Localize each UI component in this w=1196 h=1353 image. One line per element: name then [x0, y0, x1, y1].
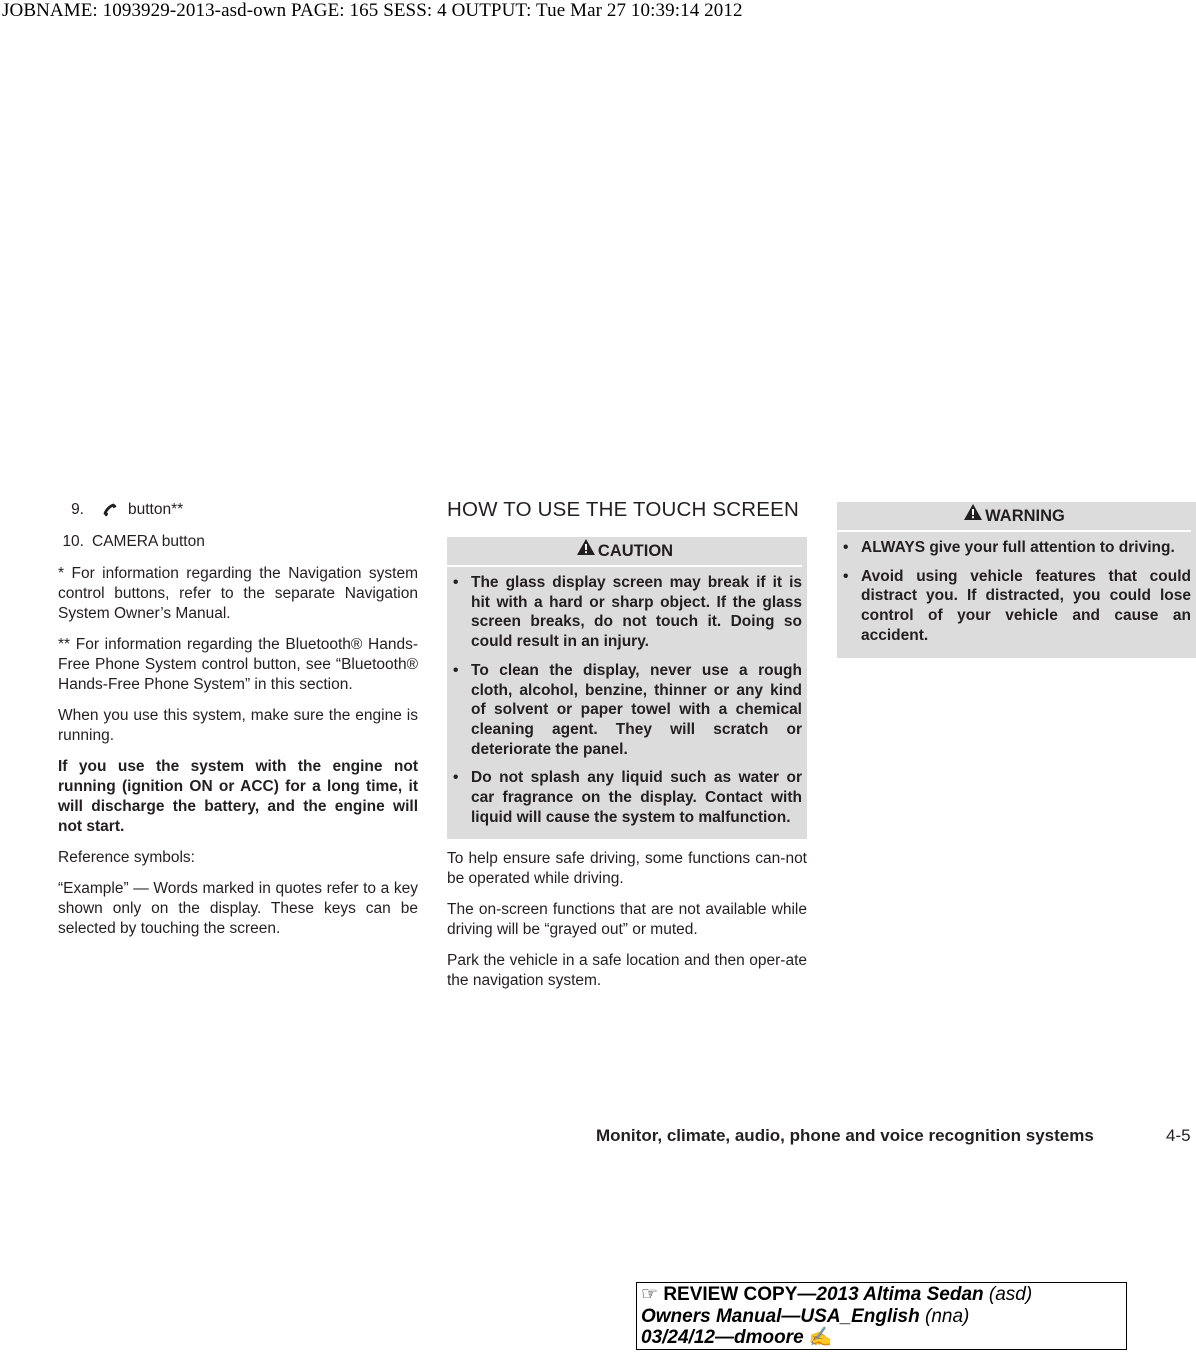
job-header-line: JOBNAME: 1093929-2013-asd-own PAGE: 165 SESS: 4 OUTPUT: Tue Mar 27 10:39:14 2012 [2, 0, 743, 21]
warning-title: WARNING [985, 507, 1065, 525]
footer-page-number: 4-5 [1166, 1126, 1191, 1145]
caution-box [447, 537, 807, 839]
warning-item-text: Avoid using vehicle features that could distract you. If distracted, you could lose control of your vehicle and cause an accident. [861, 567, 1191, 644]
caution-item-text: Do not splash any liquid such as water or car fragrance on the display. Contact with liquid will cause the system to malfunction. [471, 769, 802, 826]
review-copy-box [636, 1282, 1127, 1350]
pointing-hand-icon: ☞ [641, 1284, 659, 1305]
warning-list [837, 532, 1191, 646]
list-item: • Avoid using vehicle features that could distract you. If distracted, you could lose control of your vehicle and cause an accident. [843, 567, 1191, 644]
review-line-1 [641, 1284, 1122, 1306]
paragraph-park-vehicle: Park the vehicle in a safe location and then oper-ate the navigation system. [447, 952, 807, 990]
column-middle [447, 498, 807, 1002]
paragraph-battery-warning: If you use the system with the engine not running (ignition ON or ACC) for a long time, it will discharge the battery, and the engine will not start. [58, 758, 418, 835]
item-number: 9. [71, 501, 84, 518]
item-text: button** [128, 501, 184, 518]
caution-item-text: The glass display screen may break if it is hit with a hard or sharp object. If the glass screen breaks, do not touch it. Doing so could result in an injury. [471, 574, 802, 651]
footer-section-title: Monitor, climate, audio, phone and voice recognition systems [596, 1126, 1094, 1145]
writing-hand-icon: ✍ [808, 1327, 833, 1348]
caution-item-text: To clean the display, never use a rough cloth, alcohol, benzine, thinner or any kind of solvent or paper towel with a chemical cleaning agent. They will scratch or deteriorate the panel. [471, 661, 802, 758]
review-line-2 [641, 1306, 1122, 1328]
review-manual: Owners Manual—USA_English [641, 1305, 920, 1327]
footnote-bluetooth: ** For information regarding the Bluetooth® Hands-Free Phone System control button, see “Bluetooth® Hands-Free Phone System” in this section. [58, 636, 418, 693]
item-number: 10. [62, 533, 84, 550]
list-item-10 [58, 532, 418, 552]
review-date-author: 03/24/12—dmoore [641, 1327, 804, 1348]
column-left [58, 500, 418, 950]
footnote-navigation: * For information regarding the Navigation system control buttons, refer to the separate Navigation System Owner’s Manual. [58, 565, 418, 622]
review-label: REVIEW COPY— [663, 1284, 817, 1305]
warning-header [837, 502, 1191, 532]
paragraph-grayed-out: The on-screen functions that are not available while driving will be “grayed out” or muted. [447, 901, 807, 939]
list-item: • The glass display screen may break if it is hit with a hard or sharp object. If the glass screen breaks, do not touch it. Doing so could result in an injury. [453, 574, 802, 651]
list-item: • ALWAYS give your full attention to driving. [843, 539, 1175, 556]
list-item-9 [58, 500, 418, 520]
column-right [837, 502, 1196, 668]
paragraph-safe-driving: To help ensure safe driving, some functions can-not be operated while driving. [447, 850, 807, 888]
warning-item-text: ALWAYS give your full attention to driving. [861, 539, 1175, 556]
warning-triangle-icon [963, 502, 983, 530]
review-line-3 [641, 1327, 1122, 1349]
review-model: 2013 Altima Sedan [816, 1284, 984, 1305]
review-manual-code: (nna) [919, 1305, 970, 1327]
list-item: • To clean the display, never use a rough cloth, alcohol, benzine, thinner or any kind of solvent or paper towel with a chemical cleaning agent. They will scratch or deteriorate the panel. [453, 661, 802, 758]
caution-list [447, 567, 802, 827]
caution-header [447, 537, 802, 567]
reference-symbols-label: Reference symbols: [58, 849, 195, 866]
item-text: CAMERA button [92, 533, 205, 550]
warning-triangle-icon [576, 537, 596, 565]
list-item: • Do not splash any liquid such as water or car fragrance on the display. Contact with liquid will cause the system to malfunction. [453, 769, 802, 826]
section-heading: HOW TO USE THE TOUCH SCREEN [447, 498, 800, 521]
caution-title: CAUTION [597, 542, 674, 560]
warning-box [837, 502, 1196, 658]
phone-handset-icon [92, 500, 128, 520]
review-model-code: (asd) [983, 1284, 1033, 1305]
reference-symbols-text: “Example” — Words marked in quotes refer to a key shown only on the display. These keys can be selected by touching the screen. [58, 880, 418, 937]
paragraph-engine-running: When you use this system, make sure the engine is running. [58, 707, 418, 744]
